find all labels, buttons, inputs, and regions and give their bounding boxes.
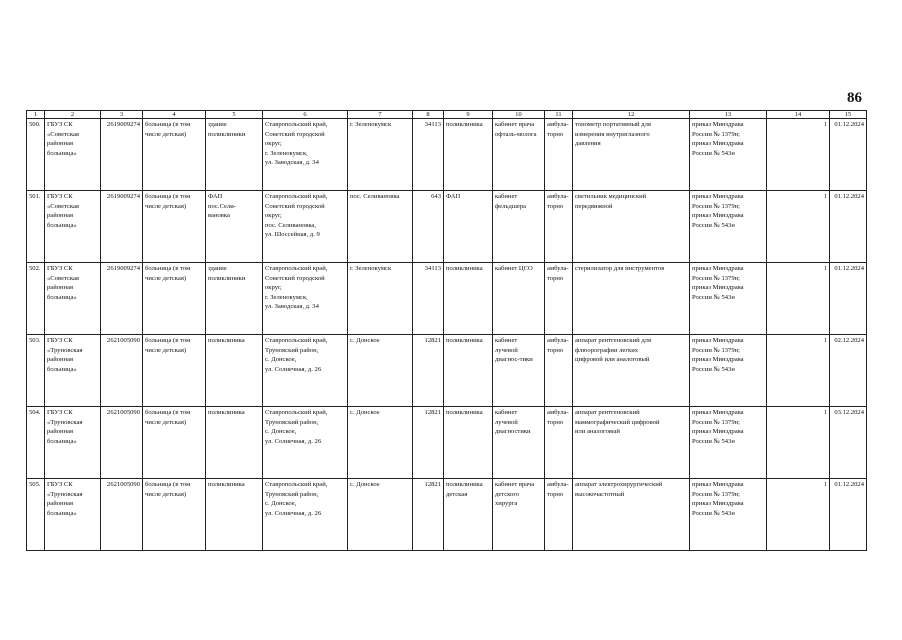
cell-population: 12821 — [413, 335, 444, 407]
cell-building: поликлиника — [206, 335, 263, 407]
cell-type: больница (в том числе детская) — [143, 407, 206, 479]
cell-care: амбула- торно — [545, 119, 573, 191]
cell-population: 12821 — [413, 479, 444, 551]
cell-building: здание поликлиники — [206, 263, 263, 335]
cell-org: ГБУЗ СК «Труновская районная больница» — [45, 407, 101, 479]
cell-unit: поликлиника — [444, 407, 493, 479]
column-header-10: 10 — [493, 111, 545, 119]
cell-population: 34113 — [413, 263, 444, 335]
equipment-table — [26, 110, 867, 551]
cell-population: 643 — [413, 191, 444, 263]
cell-address: Ставропольский край, Советский городской округ, г. Зеленокумск, ул. Заводская, д. 34 — [263, 263, 348, 335]
cell-room: кабинет врача офталь-молога — [493, 119, 545, 191]
cell-inn: 2621005090 — [101, 335, 143, 407]
cell-basis: приказ Минздрава России № 1379н; приказ Минздрава России № 543н — [690, 263, 767, 335]
table-row — [27, 191, 867, 263]
column-header-13: 13 — [690, 111, 767, 119]
cell-date: 01.12.2024 — [830, 479, 867, 551]
cell-qty: 1 — [767, 479, 830, 551]
cell-inn: 2619009274 — [101, 119, 143, 191]
cell-org: ГБУЗ СК «Труновская районная больница» — [45, 479, 101, 551]
cell-date: 02.12.2024 — [830, 335, 867, 407]
cell-room: кабинет врача детского хирурга — [493, 479, 545, 551]
cell-basis: приказ Минздрава России № 1379н; приказ Минздрава России № 543н — [690, 407, 767, 479]
table-row — [27, 119, 867, 191]
cell-locality: с. Донское — [348, 407, 413, 479]
column-header-4: 4 — [143, 111, 206, 119]
cell-population: 12821 — [413, 407, 444, 479]
cell-care: амбула- торно — [545, 479, 573, 551]
cell-n: 502. — [27, 263, 45, 335]
cell-unit: поликлиника — [444, 263, 493, 335]
cell-date: 01.12.2024 — [830, 119, 867, 191]
column-header-5: 5 — [206, 111, 263, 119]
cell-address: Ставропольский край, Труновский район, с. Донское, ул. Солнечная, д. 26 — [263, 335, 348, 407]
cell-type: больница (в том числе детская) — [143, 335, 206, 407]
table-body — [27, 119, 867, 551]
cell-basis: приказ Минздрава России № 1379н; приказ Минздрава России № 543н — [690, 479, 767, 551]
table-header — [27, 111, 867, 119]
cell-room: кабинет лучевой диагностики — [493, 407, 545, 479]
cell-locality: г. Зеленокумск — [348, 263, 413, 335]
page-number: 86 — [847, 90, 862, 106]
column-header-9: 9 — [444, 111, 493, 119]
header-row — [27, 111, 867, 119]
cell-locality: с. Донское — [348, 479, 413, 551]
cell-basis: приказ Минздрава России № 1379н; приказ Минздрава России № 543н — [690, 119, 767, 191]
cell-address: Ставропольский край, Советский городской округ, г. Зеленокумск, ул. Заводская, д. 34 — [263, 119, 348, 191]
cell-room: кабинет фельдшера — [493, 191, 545, 263]
cell-unit: поликлиника — [444, 335, 493, 407]
cell-n: 500. — [27, 119, 45, 191]
cell-address: Ставропольский край, Советский городской округ, пос. Селивановка, ул. Шоссейная, д. 9 — [263, 191, 348, 263]
cell-equipment: стерилизатор для инструментов — [573, 263, 690, 335]
cell-inn: 2621005090 — [101, 479, 143, 551]
cell-building: ФАП пос.Сели- вановка — [206, 191, 263, 263]
cell-room: кабинет ЦСО — [493, 263, 545, 335]
cell-population: 34113 — [413, 119, 444, 191]
cell-qty: 1 — [767, 263, 830, 335]
cell-equipment: аппарат рентгеновский для флюорографии легких цифровой или аналоговый — [573, 335, 690, 407]
cell-building: поликлиника — [206, 479, 263, 551]
cell-room: кабинет лучевой диагнос-тики — [493, 335, 545, 407]
cell-n: 501. — [27, 191, 45, 263]
cell-locality: с. Донское — [348, 335, 413, 407]
cell-n: 504. — [27, 407, 45, 479]
column-header-3: 3 — [101, 111, 143, 119]
cell-type: больница (в том числе детская) — [143, 119, 206, 191]
column-header-2: 2 — [45, 111, 101, 119]
cell-date: 01.12.2024 — [830, 191, 867, 263]
cell-n: 505. — [27, 479, 45, 551]
cell-org: ГБУЗ СК «Советская районная больница» — [45, 191, 101, 263]
cell-inn: 2621005090 — [101, 407, 143, 479]
cell-inn: 2619009274 — [101, 263, 143, 335]
cell-address: Ставропольский край, Труновский район, с. Донское, ул. Солнечная, д. 26 — [263, 479, 348, 551]
table-row — [27, 407, 867, 479]
cell-date: 01.12.2024 — [830, 263, 867, 335]
cell-inn: 2619009274 — [101, 191, 143, 263]
cell-care: амбула- торно — [545, 335, 573, 407]
cell-n: 503. — [27, 335, 45, 407]
column-header-7: 7 — [348, 111, 413, 119]
cell-equipment: светильник медицинский передвижной — [573, 191, 690, 263]
cell-locality: пос. Селивановка — [348, 191, 413, 263]
column-header-11: 11 — [545, 111, 573, 119]
column-header-14: 14 — [767, 111, 830, 119]
cell-care: амбула- торно — [545, 263, 573, 335]
cell-building: поликлиника — [206, 407, 263, 479]
cell-basis: приказ Минздрава России № 1379н; приказ Минздрава России № 543н — [690, 335, 767, 407]
column-header-8: 8 — [413, 111, 444, 119]
cell-equipment: аппарат рентгеновский маммографический цифровой или аналоговый — [573, 407, 690, 479]
column-header-1: 1 — [27, 111, 45, 119]
cell-basis: приказ Минздрава России № 1379н; приказ Минздрава России № 543н — [690, 191, 767, 263]
cell-qty: 1 — [767, 335, 830, 407]
cell-org: ГБУЗ СК «Советская районная больница» — [45, 263, 101, 335]
column-header-6: 6 — [263, 111, 348, 119]
cell-org: ГБУЗ СК «Труновская районная больница» — [45, 335, 101, 407]
cell-unit: поликлиника детская — [444, 479, 493, 551]
table-row — [27, 335, 867, 407]
cell-type: больница (в том числе детская) — [143, 263, 206, 335]
cell-unit: поликлиника — [444, 119, 493, 191]
cell-type: больница (в том числе детская) — [143, 191, 206, 263]
cell-equipment: тонометр портативный для измерения внутриглазного давления — [573, 119, 690, 191]
cell-care: амбула- торно — [545, 191, 573, 263]
cell-locality: г. Зеленокумск — [348, 119, 413, 191]
cell-address: Ставропольский край, Труновский район, с. Донское, ул. Солнечная, д. 26 — [263, 407, 348, 479]
cell-type: больница (в том числе детская) — [143, 479, 206, 551]
cell-qty: 1 — [767, 407, 830, 479]
table-row — [27, 263, 867, 335]
cell-date: 03.12.2024 — [830, 407, 867, 479]
column-header-12: 12 — [573, 111, 690, 119]
cell-qty: 1 — [767, 119, 830, 191]
cell-unit: ФАП — [444, 191, 493, 263]
cell-equipment: аппарат электрохирургический высокочастотный — [573, 479, 690, 551]
cell-org: ГБУЗ СК «Советская районная больница» — [45, 119, 101, 191]
cell-building: здание поликлиники — [206, 119, 263, 191]
table-row — [27, 479, 867, 551]
cell-qty: 1 — [767, 191, 830, 263]
cell-care: амбула- торно — [545, 407, 573, 479]
column-header-15: 15 — [830, 111, 867, 119]
